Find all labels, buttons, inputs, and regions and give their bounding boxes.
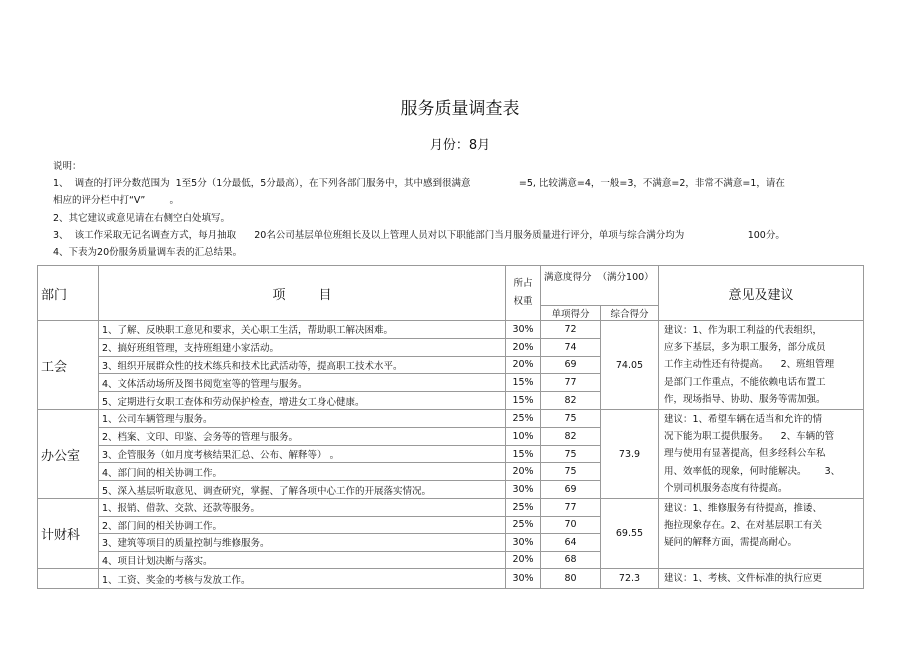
dept-name: 工会	[38, 321, 99, 410]
single-score-cell: 77	[541, 374, 601, 392]
weight-cell: 25%	[506, 516, 541, 534]
survey-table	[37, 265, 864, 589]
suggestion-line: 是部门工作重点，不能依赖电话布置工	[664, 376, 826, 388]
overall-score-cell: 73.9	[601, 410, 659, 499]
weight-cell: 15%	[506, 392, 541, 410]
note-line: 2、其它建议或意见请在右侧空白处填写。	[53, 212, 231, 224]
single-score-cell: 69	[541, 481, 601, 499]
table-row	[38, 410, 864, 428]
item-text: 1、了解、反映职工意见和要求，关心职工生活，帮助职工解决困难。	[99, 321, 506, 339]
dept-name	[38, 569, 99, 589]
weight-cell: 20%	[506, 356, 541, 374]
item-text: 1、公司车辆管理与服务。	[99, 410, 506, 428]
weight-cell: 20%	[506, 551, 541, 569]
suggestion-line: 作，现场指导、协助、服务等需加强。	[664, 393, 826, 405]
suggestion-line: 应多下基层，多为职工服务，部分成员	[664, 342, 826, 354]
note-line: 1、 调查的打评分数范围为 1至5分（1分最低，5分最高），在下列各部门服务中，其中感到很满意 =5, 比较满意=4，一般=3，不满意=2，非常不满意=1，请在	[53, 178, 785, 190]
suggestion-line: 疑问的解释方面，需提高耐心。	[664, 537, 798, 549]
header-single-score: 单项得分	[541, 306, 601, 321]
page-title: 服务质量调查表	[400, 99, 520, 119]
item-text: 3、组织开展群众性的技术练兵和技术比武活动等，提高职工技术水平。	[99, 356, 506, 374]
item-text: 2、搞好班组管理，支持班组建小家活动。	[99, 338, 506, 356]
item-text: 3、企管服务（如月度考核结果汇总、公布、解释等） 。	[99, 445, 506, 463]
single-score-cell: 82	[541, 427, 601, 445]
suggestion-line: 建议：1、考核、文件标准的执行应更	[664, 573, 823, 585]
header-weight: 所占 权重	[506, 266, 541, 321]
header-overall-score: 综合得分	[601, 306, 659, 321]
weight-cell: 30%	[506, 321, 541, 339]
suggestion-line: 用、效率低的现象，何时能解决。 3、	[664, 465, 841, 477]
dept-name: 办公室	[38, 410, 99, 499]
weight-cell: 20%	[506, 463, 541, 481]
single-score-cell: 72	[541, 321, 601, 339]
header-item: 项 目	[99, 266, 506, 321]
weight-cell: 25%	[506, 499, 541, 517]
item-text: 5、定期进行女职工查体和劳动保护检查，增进女工身心健康。	[99, 392, 506, 410]
single-score-cell: 77	[541, 499, 601, 517]
suggestion-line: 况下能为职工提供服务。 2、车辆的管	[664, 431, 835, 443]
table-row	[38, 321, 864, 339]
single-score-cell: 82	[541, 392, 601, 410]
weight-cell: 30%	[506, 481, 541, 499]
month-label: 月份：8月	[429, 138, 491, 153]
note-line: 相应的评分栏中打“V” 。	[53, 195, 180, 207]
overall-score-cell: 74.05	[601, 321, 659, 410]
weight-cell: 20%	[506, 338, 541, 356]
suggestion-cell	[659, 410, 864, 499]
weight-cell: 15%	[506, 445, 541, 463]
weight-cell: 15%	[506, 374, 541, 392]
single-score-cell: 74	[541, 338, 601, 356]
overall-score-cell: 69.55	[601, 499, 659, 569]
instructions	[53, 158, 785, 261]
header-dept: 部门	[38, 266, 99, 321]
single-score-cell: 80	[541, 569, 601, 589]
weight-cell: 30%	[506, 569, 541, 589]
item-text: 5、深入基层听取意见、调查研究，掌握、了解各项中心工作的开展落实情况。	[99, 481, 506, 499]
table-row	[38, 499, 864, 517]
suggestion-line: 理与使用有显著提高，但多经科公车私	[664, 448, 826, 460]
item-text: 4、部门间的相关协调工作。	[99, 463, 506, 481]
suggestion-line: 建议：1、希望车辆在适当和允许的情	[664, 414, 823, 426]
note-line: 说明：	[53, 161, 82, 172]
single-score-cell: 70	[541, 516, 601, 534]
header-score-group: 满意度得分 （满分100）	[541, 266, 659, 306]
header-suggestion: 意见及建议	[659, 266, 864, 321]
suggestion-cell	[659, 321, 864, 410]
suggestion-line: 个别司机服务态度有待提高。	[664, 482, 788, 494]
item-text: 3、建筑等项目的质量控制与维修服务。	[99, 534, 506, 552]
suggestion-line: 建议：1、维修服务有待提高，推诿、	[664, 503, 823, 515]
item-text: 2、部门间的相关协调工作。	[99, 516, 506, 534]
note-line: 4、下表为20份服务质量调车表的汇总结果。	[53, 247, 243, 259]
suggestion-cell	[659, 499, 864, 569]
weight-cell: 30%	[506, 534, 541, 552]
item-text: 4、文体活动场所及图书阅览室等的管理与服务。	[99, 374, 506, 392]
weight-cell: 25%	[506, 410, 541, 428]
single-score-cell: 75	[541, 410, 601, 428]
note-line: 3、 该工作采取无记名调查方式，每月抽取 20名公司基层单位班组长及以上管理人员对以下职能部门当月服务质量进行评分，单项与综合满分均为 100分。	[53, 229, 785, 241]
suggestion-line: 建议：1、作为职工利益的代表组织，	[664, 325, 823, 336]
suggestion-cell	[659, 569, 864, 589]
single-score-cell: 75	[541, 445, 601, 463]
weight-cell: 10%	[506, 427, 541, 445]
dept-name: 计财科	[38, 499, 99, 569]
item-text: 4、项目计划决断与落实。	[99, 551, 506, 569]
item-text: 1、报销、借款、交款、还款等服务。	[99, 499, 506, 517]
table-row	[38, 569, 864, 589]
single-score-cell: 64	[541, 534, 601, 552]
overall-score-cell: 72.3	[601, 569, 659, 589]
suggestion-line: 拖拉现象存在。2、在对基层职工有关	[664, 520, 823, 532]
single-score-cell: 75	[541, 463, 601, 481]
item-text: 2、档案、文印、印鉴、会务等的管理与服务。	[99, 427, 506, 445]
single-score-cell: 69	[541, 356, 601, 374]
suggestion-line: 工作主动性还有待提高。 2、班组管理	[664, 359, 835, 371]
single-score-cell: 68	[541, 551, 601, 569]
item-text: 1、工资、奖金的考核与发放工作。	[99, 569, 506, 589]
